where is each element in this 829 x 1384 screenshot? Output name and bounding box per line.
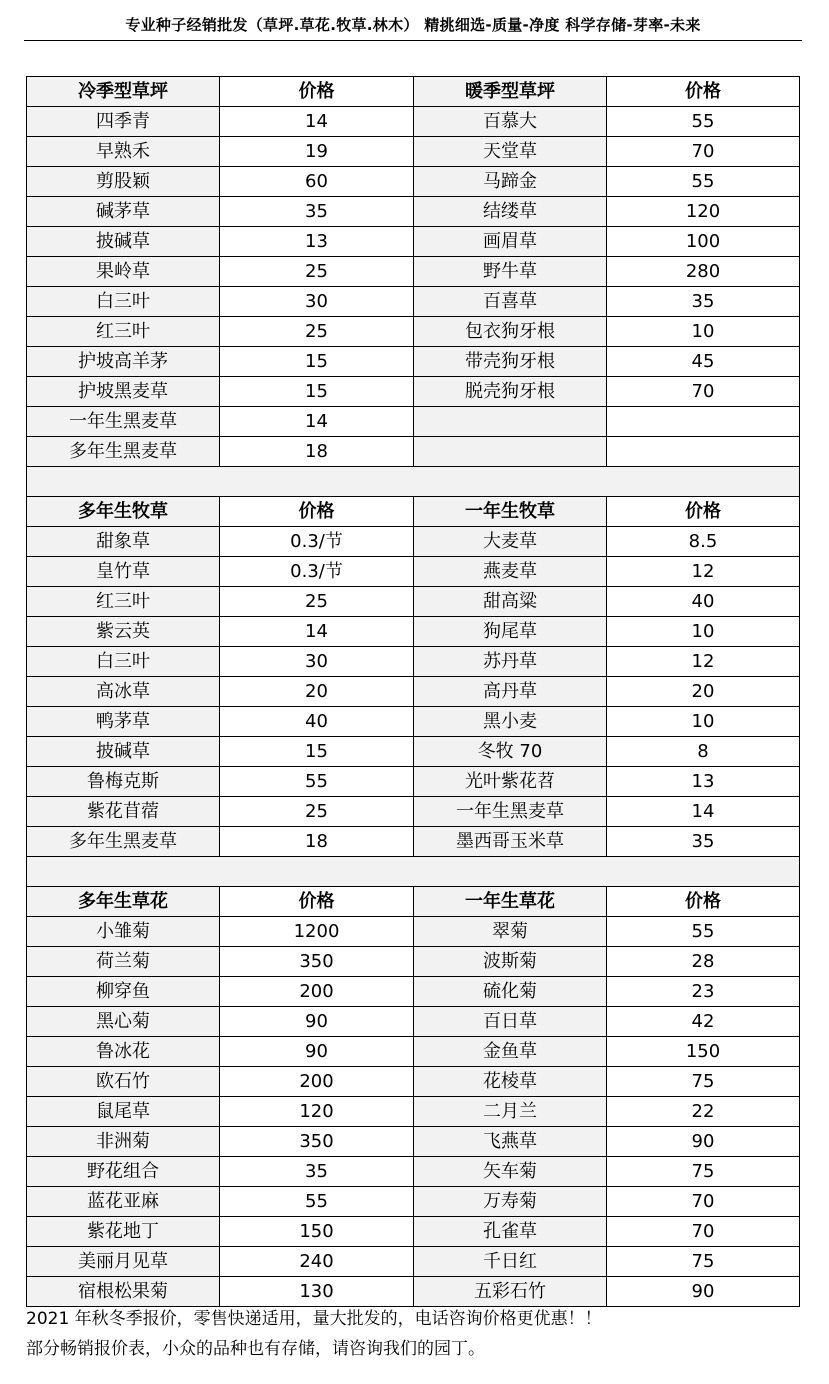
table-row — [27, 347, 800, 377]
table-row — [27, 1217, 800, 1247]
price-table-body — [27, 77, 800, 1307]
price-column-header-right: 价格 — [607, 887, 800, 917]
table-row — [27, 1067, 800, 1097]
table-row — [27, 767, 800, 797]
seed-price-cell: 280 — [607, 257, 800, 287]
seed-name-cell: 狗尾草 — [414, 617, 607, 647]
seed-price-cell: 55 — [607, 917, 800, 947]
table-row — [27, 257, 800, 287]
seed-price-cell: 19 — [220, 137, 414, 167]
table-row — [27, 1037, 800, 1067]
category-title-left: 多年生草花 — [27, 887, 220, 917]
footer-note-inventory: 部分畅销报价表，小众的品种也有存储，请咨询我们的园丁。 — [26, 1339, 485, 1359]
table-row — [27, 617, 800, 647]
seed-name-cell: 硫化菊 — [414, 977, 607, 1007]
seed-price-cell: 70 — [607, 377, 800, 407]
table-row — [27, 1187, 800, 1217]
seed-price-cell: 200 — [220, 1067, 414, 1097]
seed-price-cell: 28 — [607, 947, 800, 977]
seed-name-cell: 百喜草 — [414, 287, 607, 317]
seed-price-cell: 14 — [220, 107, 414, 137]
seed-name-cell: 甜象草 — [27, 527, 220, 557]
seed-price-cell: 120 — [220, 1097, 414, 1127]
table-row — [27, 197, 800, 227]
table-row — [27, 287, 800, 317]
category-title-right: 一年生草花 — [414, 887, 607, 917]
seed-name-cell — [414, 437, 607, 467]
seed-price-cell: 25 — [220, 797, 414, 827]
seed-price-cell: 30 — [220, 647, 414, 677]
seed-price-cell: 20 — [607, 677, 800, 707]
table-row — [27, 377, 800, 407]
seed-name-cell: 二月兰 — [414, 1097, 607, 1127]
seed-name-cell: 小雏菊 — [27, 917, 220, 947]
seed-price-cell: 10 — [607, 707, 800, 737]
seed-name-cell: 红三叶 — [27, 317, 220, 347]
seed-name-cell: 非洲菊 — [27, 1127, 220, 1157]
seed-price-cell: 10 — [607, 317, 800, 347]
seed-price-cell: 1200 — [220, 917, 414, 947]
seed-price-cell: 14 — [220, 407, 414, 437]
seed-price-cell: 200 — [220, 977, 414, 1007]
table-row — [27, 317, 800, 347]
seed-price-cell: 12 — [607, 557, 800, 587]
seed-price-cell: 70 — [607, 1217, 800, 1247]
seed-price-cell: 55 — [220, 767, 414, 797]
price-table — [26, 76, 800, 1307]
section-separator — [27, 857, 800, 887]
seed-price-cell: 15 — [220, 347, 414, 377]
table-row — [27, 1157, 800, 1187]
seed-price-cell: 18 — [220, 827, 414, 857]
seed-price-cell: 55 — [607, 167, 800, 197]
page-title: 专业种子经销批发（草坪.草花.牧草.林木） 精挑细选-质量-净度 科学存储-芽率-未来 — [125, 16, 701, 34]
seed-name-cell: 飞燕草 — [414, 1127, 607, 1157]
seed-name-cell: 带壳狗牙根 — [414, 347, 607, 377]
section-separator-cell — [27, 857, 800, 887]
seed-price-cell: 35 — [607, 827, 800, 857]
seed-name-cell: 披碱草 — [27, 737, 220, 767]
seed-price-cell: 15 — [220, 737, 414, 767]
seed-price-cell: 35 — [220, 197, 414, 227]
seed-name-cell: 紫云英 — [27, 617, 220, 647]
seed-name-cell: 宿根松果菊 — [27, 1277, 220, 1307]
seed-price-cell: 35 — [220, 1157, 414, 1187]
seed-name-cell: 画眉草 — [414, 227, 607, 257]
table-row — [27, 647, 800, 677]
seed-name-cell: 花棱草 — [414, 1067, 607, 1097]
seed-price-cell: 240 — [220, 1247, 414, 1277]
seed-name-cell: 柳穿鱼 — [27, 977, 220, 1007]
seed-name-cell: 护坡黑麦草 — [27, 377, 220, 407]
table-row — [27, 947, 800, 977]
seed-price-cell: 55 — [220, 1187, 414, 1217]
seed-name-cell: 欧石竹 — [27, 1067, 220, 1097]
seed-name-cell: 碱茅草 — [27, 197, 220, 227]
seed-name-cell: 脱壳狗牙根 — [414, 377, 607, 407]
table-row — [27, 797, 800, 827]
table-row — [27, 1097, 800, 1127]
price-column-header-left: 价格 — [220, 77, 414, 107]
table-row — [27, 707, 800, 737]
seed-name-cell — [414, 407, 607, 437]
seed-price-cell: 100 — [607, 227, 800, 257]
seed-name-cell: 多年生黑麦草 — [27, 827, 220, 857]
seed-price-cell: 25 — [220, 317, 414, 347]
table-row — [27, 1127, 800, 1157]
seed-name-cell: 大麦草 — [414, 527, 607, 557]
seed-name-cell: 四季青 — [27, 107, 220, 137]
seed-name-cell: 万寿菊 — [414, 1187, 607, 1217]
seed-price-cell: 0.3/节 — [220, 527, 414, 557]
seed-name-cell: 皇竹草 — [27, 557, 220, 587]
section-header-row — [27, 77, 800, 107]
seed-name-cell: 金鱼草 — [414, 1037, 607, 1067]
seed-price-cell: 55 — [607, 107, 800, 137]
seed-price-cell: 120 — [607, 197, 800, 227]
category-title-right: 暖季型草坪 — [414, 77, 607, 107]
seed-name-cell: 紫花苜蓿 — [27, 797, 220, 827]
seed-name-cell: 孔雀草 — [414, 1217, 607, 1247]
section-header-row — [27, 887, 800, 917]
seed-price-cell: 25 — [220, 587, 414, 617]
section-separator — [27, 467, 800, 497]
seed-price-cell: 0.3/节 — [220, 557, 414, 587]
seed-name-cell: 美丽月见草 — [27, 1247, 220, 1277]
seed-price-cell — [607, 407, 800, 437]
seed-price-cell: 22 — [607, 1097, 800, 1127]
category-title-left: 冷季型草坪 — [27, 77, 220, 107]
seed-price-cell: 30 — [220, 287, 414, 317]
seed-price-cell: 75 — [607, 1247, 800, 1277]
seed-name-cell: 天堂草 — [414, 137, 607, 167]
seed-price-cell: 13 — [607, 767, 800, 797]
seed-name-cell: 矢车菊 — [414, 1157, 607, 1187]
seed-name-cell: 百日草 — [414, 1007, 607, 1037]
seed-price-cell: 18 — [220, 437, 414, 467]
seed-price-cell: 90 — [220, 1007, 414, 1037]
seed-price-cell: 150 — [220, 1217, 414, 1247]
price-column-header-left: 价格 — [220, 887, 414, 917]
table-row — [27, 527, 800, 557]
seed-name-cell: 护坡高羊茅 — [27, 347, 220, 377]
seed-price-cell: 40 — [607, 587, 800, 617]
seed-price-cell: 350 — [220, 1127, 414, 1157]
seed-price-cell: 75 — [607, 1067, 800, 1097]
seed-name-cell: 包衣狗牙根 — [414, 317, 607, 347]
seed-name-cell: 黑小麦 — [414, 707, 607, 737]
table-row — [27, 137, 800, 167]
seed-name-cell: 红三叶 — [27, 587, 220, 617]
seed-price-cell: 42 — [607, 1007, 800, 1037]
seed-name-cell: 果岭草 — [27, 257, 220, 287]
seed-name-cell: 早熟禾 — [27, 137, 220, 167]
seed-name-cell: 苏丹草 — [414, 647, 607, 677]
seed-name-cell: 鲁冰花 — [27, 1037, 220, 1067]
seed-name-cell: 剪股颖 — [27, 167, 220, 197]
table-row — [27, 977, 800, 1007]
table-row — [27, 827, 800, 857]
seed-name-cell: 白三叶 — [27, 287, 220, 317]
category-title-right: 一年生牧草 — [414, 497, 607, 527]
table-row — [27, 107, 800, 137]
seed-name-cell: 鲁梅克斯 — [27, 767, 220, 797]
seed-price-cell: 45 — [607, 347, 800, 377]
seed-name-cell: 燕麦草 — [414, 557, 607, 587]
seed-price-cell: 70 — [607, 137, 800, 167]
seed-name-cell: 一年生黑麦草 — [414, 797, 607, 827]
seed-price-cell: 10 — [607, 617, 800, 647]
seed-name-cell: 高丹草 — [414, 677, 607, 707]
seed-price-cell: 90 — [220, 1037, 414, 1067]
seed-name-cell: 马蹄金 — [414, 167, 607, 197]
seed-price-cell: 8 — [607, 737, 800, 767]
seed-price-cell: 75 — [607, 1157, 800, 1187]
seed-name-cell: 甜高粱 — [414, 587, 607, 617]
table-row — [27, 167, 800, 197]
seed-name-cell: 翠菊 — [414, 917, 607, 947]
seed-name-cell: 波斯菊 — [414, 947, 607, 977]
seed-price-cell: 90 — [607, 1277, 800, 1307]
seed-price-cell: 130 — [220, 1277, 414, 1307]
seed-name-cell: 野花组合 — [27, 1157, 220, 1187]
seed-name-cell: 荷兰菊 — [27, 947, 220, 977]
seed-name-cell: 蓝花亚麻 — [27, 1187, 220, 1217]
footer-note-pricing: 2021 年秋冬季报价，零售快递适用，量大批发的，电话咨询价格更优惠！！ — [26, 1309, 602, 1329]
seed-price-cell: 20 — [220, 677, 414, 707]
seed-name-cell: 百慕大 — [414, 107, 607, 137]
seed-name-cell: 五彩石竹 — [414, 1277, 607, 1307]
seed-name-cell: 鼠尾草 — [27, 1097, 220, 1127]
seed-price-cell — [607, 437, 800, 467]
price-column-header-right: 价格 — [607, 497, 800, 527]
seed-name-cell: 墨西哥玉米草 — [414, 827, 607, 857]
seed-price-cell: 60 — [220, 167, 414, 197]
table-row — [27, 1007, 800, 1037]
seed-name-cell: 多年生黑麦草 — [27, 437, 220, 467]
table-row — [27, 437, 800, 467]
section-header-row — [27, 497, 800, 527]
category-title-left: 多年生牧草 — [27, 497, 220, 527]
seed-name-cell: 披碱草 — [27, 227, 220, 257]
section-separator-cell — [27, 467, 800, 497]
seed-price-cell: 90 — [607, 1127, 800, 1157]
seed-price-cell: 14 — [607, 797, 800, 827]
table-row — [27, 677, 800, 707]
seed-name-cell: 紫花地丁 — [27, 1217, 220, 1247]
seed-name-cell: 野牛草 — [414, 257, 607, 287]
header-divider — [24, 40, 802, 41]
seed-name-cell: 一年生黑麦草 — [27, 407, 220, 437]
table-row — [27, 587, 800, 617]
seed-name-cell: 白三叶 — [27, 647, 220, 677]
seed-name-cell: 冬牧 70 — [414, 737, 607, 767]
seed-price-cell: 70 — [607, 1187, 800, 1217]
seed-price-cell: 12 — [607, 647, 800, 677]
table-row — [27, 1247, 800, 1277]
seed-name-cell: 光叶紫花苕 — [414, 767, 607, 797]
price-column-header-right: 价格 — [607, 77, 800, 107]
table-row — [27, 557, 800, 587]
seed-price-cell: 150 — [607, 1037, 800, 1067]
seed-name-cell: 千日红 — [414, 1247, 607, 1277]
table-row — [27, 227, 800, 257]
table-row — [27, 917, 800, 947]
seed-name-cell: 结缕草 — [414, 197, 607, 227]
seed-price-cell: 14 — [220, 617, 414, 647]
seed-price-cell: 8.5 — [607, 527, 800, 557]
seed-name-cell: 鸭茅草 — [27, 707, 220, 737]
seed-price-cell: 40 — [220, 707, 414, 737]
table-row — [27, 407, 800, 437]
table-row — [27, 1277, 800, 1307]
seed-price-cell: 35 — [607, 287, 800, 317]
seed-price-cell: 25 — [220, 257, 414, 287]
table-row — [27, 737, 800, 767]
price-column-header-left: 价格 — [220, 497, 414, 527]
seed-price-cell: 350 — [220, 947, 414, 977]
seed-name-cell: 黑心菊 — [27, 1007, 220, 1037]
seed-name-cell: 高冰草 — [27, 677, 220, 707]
seed-price-cell: 15 — [220, 377, 414, 407]
seed-price-cell: 13 — [220, 227, 414, 257]
seed-price-cell: 23 — [607, 977, 800, 1007]
